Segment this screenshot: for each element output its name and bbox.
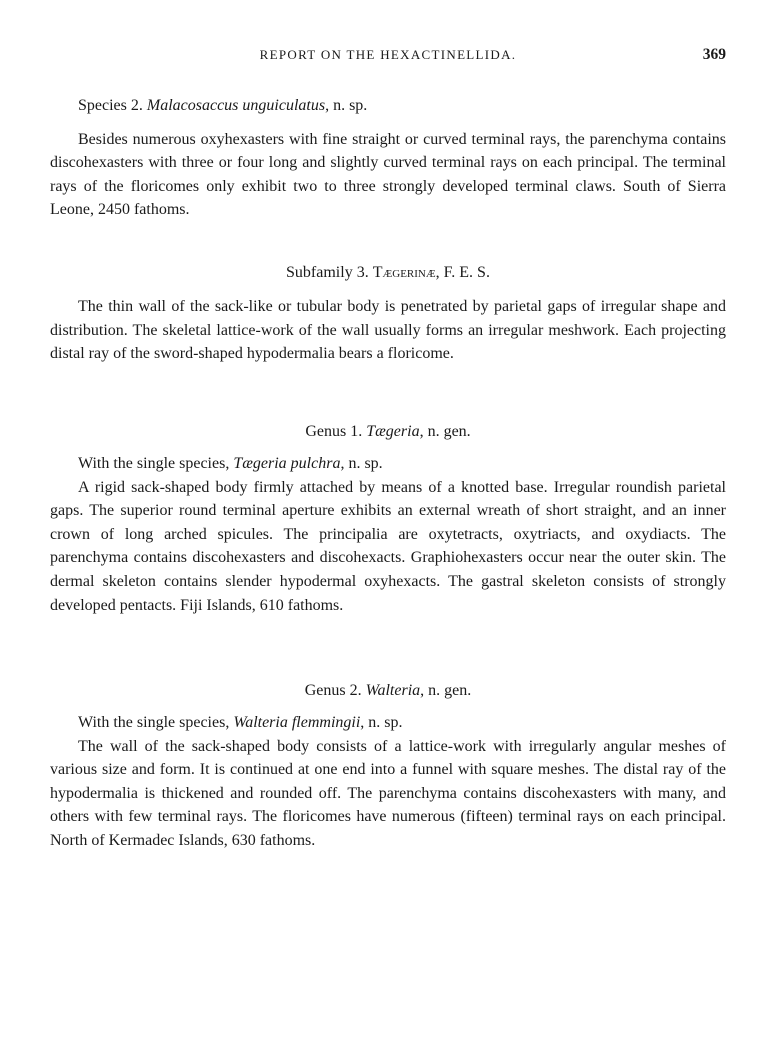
page-number: 369 bbox=[702, 46, 726, 63]
species-2-name: Malacosaccus unguiculatus bbox=[146, 97, 326, 114]
genus-2-description: The wall of the sack-shaped body consists of a lattice-work with irregularly angular meshes of various size and form. It is continued at one end into a funnel with square meshes. The distal ray of the hypodermalia is thickened and rounded off. The parenchyma contains discohexasters with many, and others with few terminal rays. The floricomes have numerous (fifteen) terminal rays on each principal. North of Kermadec Islands, 630 fathoms. bbox=[50, 737, 726, 849]
species-2-heading bbox=[50, 94, 726, 118]
genus-2-prefix: Genus 2. bbox=[304, 682, 362, 699]
genus-1-species-name: Tægeria pulchra bbox=[233, 455, 341, 472]
species-2-section bbox=[50, 94, 726, 222]
genus-2-species-line bbox=[50, 711, 726, 735]
species-2-prefix: Species 2. bbox=[78, 97, 143, 114]
genus-2-name: Walteria bbox=[365, 682, 421, 699]
species-2-suffix: , n. sp. bbox=[325, 97, 368, 114]
subfamily-3-section bbox=[50, 262, 726, 366]
genus-1-section bbox=[50, 421, 726, 617]
genus-2-section bbox=[50, 680, 726, 853]
genus-1-description: A rigid sack-shaped body firmly attached by means of a knotted base. Irregular roundish parietal gaps. The superior round terminal aperture exhibits an external wreath of short straight, and an inner crown of long arched spicules. The principalia are oxytetracts, oxytriacts, and oxydiacts. The parenchyma contains discohexasters and discohexacts. Graphiohexasters occur near the outer skin. The dermal skeleton contains slender hypodermal oxyhexacts. The gastral skeleton consists of strongly developed pentacts. Fiji Islands, 610 fathoms. bbox=[50, 478, 726, 614]
species-2-description: Besides numerous oxyhexasters with fine straight or curved terminal rays, the parenchyma contains discohexasters with three or four long and slightly curved terminal rays on each principal. The terminal rays of the floricomes only exhibit two to three strongly developed terminal claws. South of Sierra Leone, 2450 fathoms. bbox=[50, 130, 726, 219]
genus-1-name: Tægeria bbox=[366, 423, 420, 440]
genus-2-suffix: , n. gen. bbox=[420, 682, 472, 699]
subfamily-3-name: Tægerinæ bbox=[372, 264, 436, 281]
genus-1-species-line bbox=[50, 452, 726, 476]
subfamily-3-suffix: , F. E. S. bbox=[435, 264, 490, 281]
subfamily-3-prefix: Subfamily 3. bbox=[286, 264, 369, 281]
genus-2-species-prefix: With the single species, bbox=[78, 714, 230, 731]
genus-1-heading bbox=[50, 421, 726, 443]
genus-2-species-suffix: , n. sp. bbox=[360, 714, 403, 731]
running-head bbox=[50, 47, 726, 67]
genus-1-suffix: , n. gen. bbox=[419, 423, 471, 440]
running-title: REPORT ON THE HEXACTINELLIDA. bbox=[259, 47, 517, 62]
genus-2-heading bbox=[50, 680, 726, 702]
genus-1-species-suffix: , n. sp. bbox=[340, 455, 383, 472]
genus-1-prefix: Genus 1. bbox=[305, 423, 363, 440]
genus-2-species-name: Walteria flemmingii bbox=[233, 714, 361, 731]
subfamily-3-description: The thin wall of the sack-like or tubular body is penetrated by parietal gaps of irregular shape and distribution. The skeletal lattice-work of the wall usually forms an irregular meshwork. Each projecting distal ray of the sword-shaped hypodermalia bears a floricome. bbox=[50, 298, 726, 363]
subfamily-3-heading bbox=[50, 262, 726, 284]
genus-1-species-prefix: With the single species, bbox=[78, 455, 230, 472]
